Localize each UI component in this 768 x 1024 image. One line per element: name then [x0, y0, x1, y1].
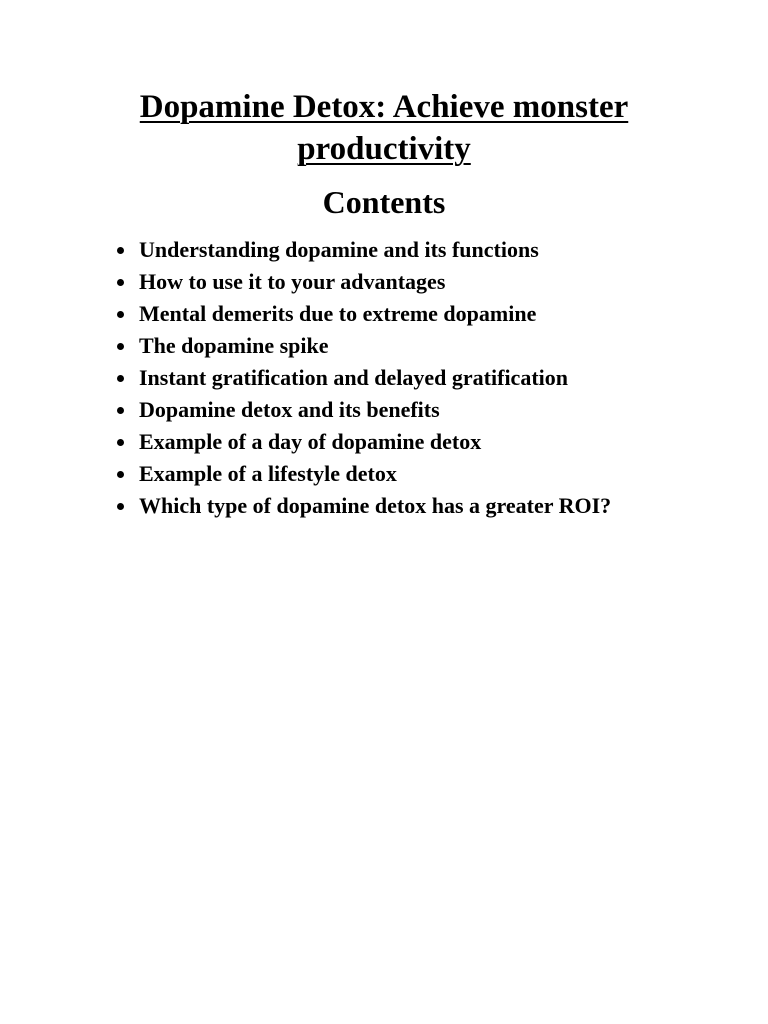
contents-item-text: Which type of dopamine detox has a greater ROI? [139, 493, 612, 518]
contents-list-item [110, 330, 670, 362]
document-title: Dopamine Detox: Achieve monster productivity [139, 89, 629, 167]
contents-item-text: Understanding dopamine and its functions [139, 237, 539, 262]
contents-item-text: Instant gratification and delayed gratification [139, 365, 568, 390]
bullet-icon [117, 471, 124, 478]
contents-list-item [110, 394, 670, 426]
contents-list [110, 234, 670, 522]
bullet-icon [117, 503, 124, 510]
contents-list-item [110, 362, 670, 394]
contents-item-text: Mental demerits due to extreme dopamine [139, 301, 537, 326]
contents-item-text: The dopamine spike [139, 333, 329, 358]
contents-item-text: Dopamine detox and its benefits [139, 397, 440, 422]
bullet-icon [117, 407, 124, 414]
bullet-icon [117, 247, 124, 254]
bullet-icon [117, 439, 124, 446]
contents-list-item [110, 490, 670, 522]
contents-list-item [110, 426, 670, 458]
contents-item-text: Example of a lifestyle detox [139, 461, 397, 486]
contents-list-item [110, 458, 670, 490]
bullet-icon [117, 279, 124, 286]
bullet-icon [117, 343, 124, 350]
contents-list-item [110, 298, 670, 330]
contents-item-text: Example of a day of dopamine detox [139, 429, 482, 454]
bullet-icon [117, 311, 124, 318]
contents-list-item [110, 266, 670, 298]
contents-heading: Contents [322, 184, 446, 220]
contents-list-item [110, 234, 670, 266]
contents-item-text: How to use it to your advantages [139, 269, 446, 294]
bullet-icon [117, 375, 124, 382]
